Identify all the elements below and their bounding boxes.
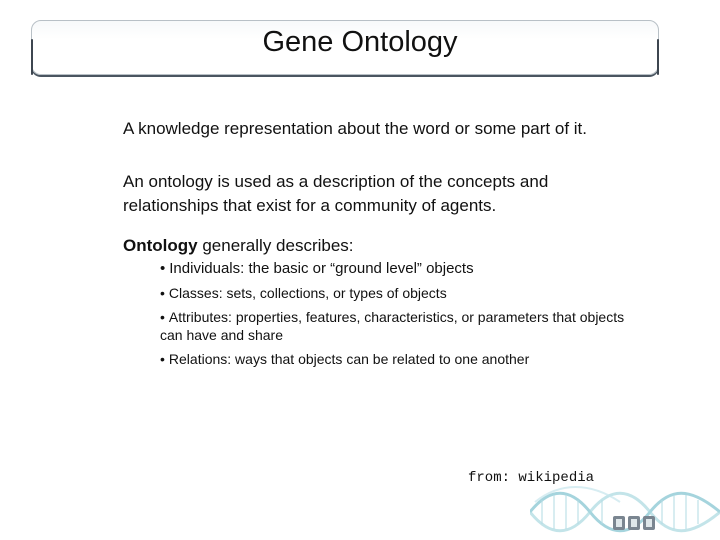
bullet-item [160,308,650,344]
definition-paragraph: A knowledge representation about the word or some part of it. [123,119,587,138]
bullet-text: Individuals: the basic or “ground level” objects [169,260,474,277]
dna-helix-icon [530,482,720,540]
source-citation: from: wikipedia [468,470,595,486]
bullet-item [160,260,650,278]
bullet-text: Attributes: properties, features, characteristics, or parameters that objects can have and share [160,309,625,343]
badge-icon [613,516,655,530]
describes-heading [123,234,643,258]
describes-text: generally describes: [197,236,354,255]
ontology-term: Ontology [123,236,198,255]
bullet-symbol: • [160,260,166,277]
bullet-list [160,260,650,374]
description-paragraph: An ontology is used as a description of the concepts and relationships that exist for a community of agents. [123,172,549,215]
bullet-item [160,350,650,368]
bullet-text: Classes: sets, collections, or types of objects [168,285,447,301]
bullet-text: Relations: ways that objects can be related to one another [168,351,530,367]
bullet-symbol: • [160,285,165,301]
bullet-item [160,284,650,302]
slide-title: Gene Ontology [262,26,458,58]
bullet-symbol: • [160,309,165,325]
bullet-symbol: • [160,351,165,367]
